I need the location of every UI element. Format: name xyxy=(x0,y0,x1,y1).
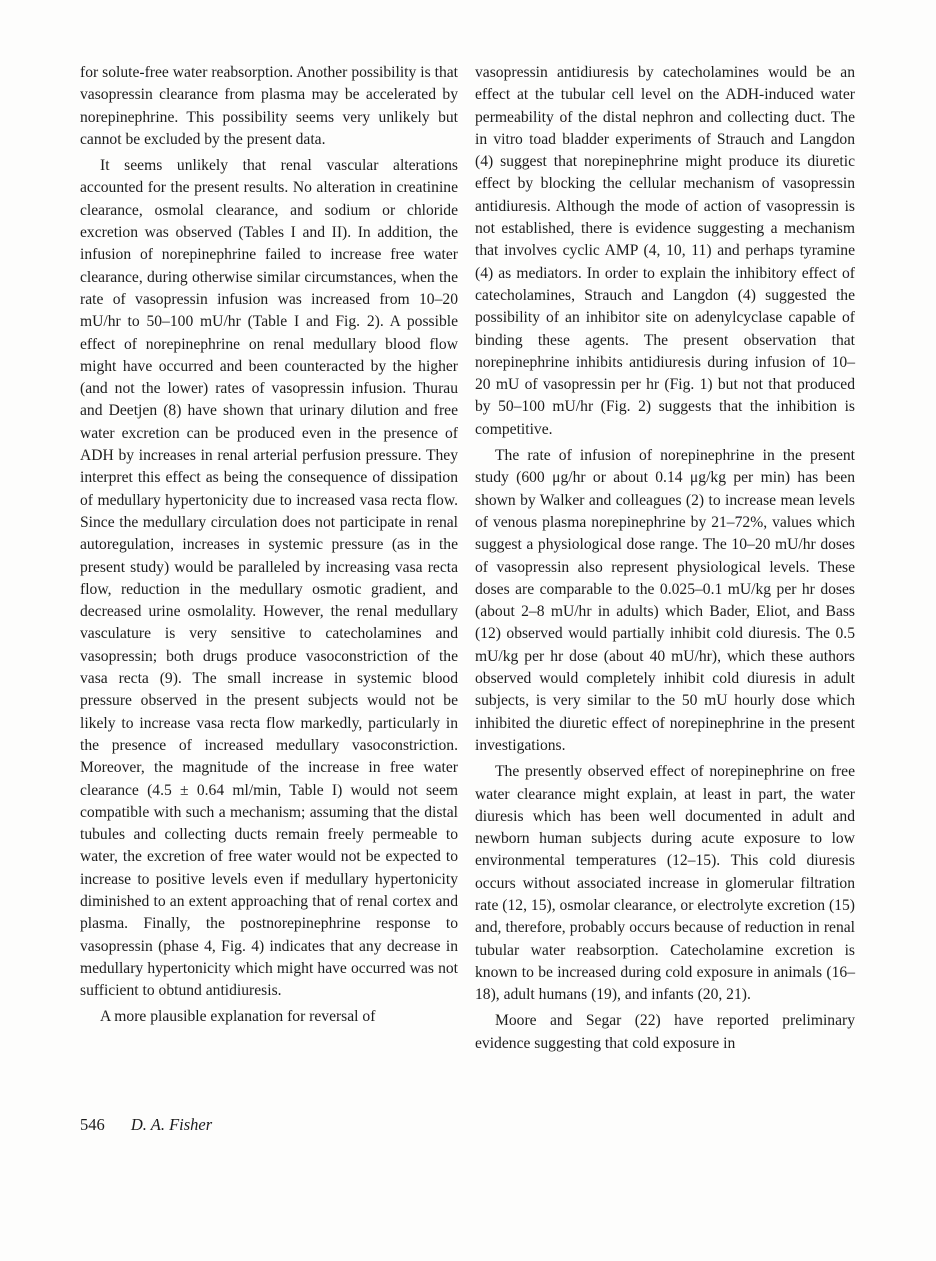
paragraph: Moore and Segar (22) have reported preliminary evidence suggesting that cold exposure in xyxy=(475,1012,855,1052)
paragraph: vasopressin antidiuresis by catecholamines would be an effect at the tubular cell level on the ADH-induced water permeability of the distal nephron and collecting duct. The in vitro toad bladder experiments of Strauch and Langdon (4) suggest that norepinephrine might produce its diuretic effect by blocking the cellular mechanism of vasopressin antidiuresis. Although the mode of action of vasopressin is not established, there is evidence suggesting a mechanism that involves cyclic AMP (4, 10, 11) and perhaps tyramine (4) as mediators. In order to explain the inhibitory effect of catecholamines, Strauch and Langdon (4) suggested the possibility of an inhibitor site on adenylcyclase capable of binding these agents. The present observation that norepinephrine inhibits antidiuresis during infusion of 10–20 mU of vasopressin per hr (Fig. 1) but not that produced by 50–100 mU/hr (Fig. 2) suggests that the inhibition is competitive. xyxy=(475,64,855,438)
left-column xyxy=(80,62,458,1033)
paragraph: for solute-free water reabsorption. Another possibility is that vasopressin clearance from plasma may be accelerated by norepinephrine. This possibility seems very unlikely but cannot be excluded by the present data. xyxy=(80,64,458,148)
page-number: 546 xyxy=(80,1115,105,1134)
paragraph: A more plausible explanation for reversal of xyxy=(100,1008,376,1026)
paragraph: The rate of infusion of norepinephrine in the present study (600 μg/hr or about 0.14 μg/kg per min) has been shown by Walker and colleagues (2) to increase mean levels of venous plasma norepinephrine by 21–72%, values which suggest a physiological dose range. The 10–20 mU/hr doses of vasopressin also represent physiological levels. These doses are comparable to the 0.025–0.1 mU/kg per hr doses (about 2–8 mU/hr in adults) which Bader, Eliot, and Bass (12) observed would partially inhibit cold diuresis. The 0.5 mU/kg per hr dose (about 40 mU/hr), which these authors observed would completely inhibit cold diuresis in adult subjects, is very similar to the 50 mU hourly dose which inhibited the diuretic effect of norepinephrine in the present investigations. xyxy=(475,447,855,754)
page-footer xyxy=(80,1115,212,1135)
paragraph: It seems unlikely that renal vascular alterations accounted for the present results. No alteration in creatinine clearance, osmolal clearance, and sodium or chloride excretion was observed (Tables I and II). In addition, the infusion of norepinephrine failed to increase free water clearance, during otherwise similar circumstances, when the rate of vasopressin infusion was increased from 10–20 mU/hr to 50–100 mU/hr (Table I and Fig. 2). A possible effect of norepinephrine on renal medullary blood flow might have occurred and been counteracted by the higher (and not the lower) rates of vasopressin infusion. Thurau and Deetjen (8) have shown that urinary dilution and free water excretion can be produced even in the presence of ADH by increases in renal arterial perfusion pressure. They interpret this effect as being the consequence of dissipation of medullary hypertonicity due to increased vasa recta flow. Since the medullary circulation does not participate in renal autoregulation, increases in systemic pressure (as in the present study) would be paralleled by increasing vasa recta flow, reduction in the medullary osmotic gradient, and decreased urine osmolality. However, the renal medullary vasculature is very sensitive to catecholamines and vasopressin; both drugs produce vasoconstriction of the vasa recta (9). The small increase in systemic blood pressure observed in the present subjects would not be likely to increase vasa recta flow markedly, particularly in the presence of increased medullary vasoconstriction. Moreover, the magnitude of the increase in free water clearance (4.5 ± 0.64 ml/min, Table I) would not seem compatible with such a mechanism; assuming that the distal tubules and collecting ducts remain freely permeable to water, the excretion of free water would not be expected to increase to positive levels even if medullary hypertonicity diminished to an extent approaching that of renal cortex and plasma. Finally, the postnorepinephrine response to vasopressin (phase 4, Fig. 4) indicates that any decrease in medullary hypertonicity which might have occurred was not sufficient to obtund antidiuresis. xyxy=(80,157,458,1000)
paragraph: The presently observed effect of norepinephrine on free water clearance might explain, at least in part, the water diuresis which has been well documented in adult and newborn human subjects during acute exposure to low environmental temperatures (12–15). This cold diuresis occurs without associated increase in glomerular filtration rate (12, 15), osmolar clearance, or electrolyte excretion (15) and, therefore, probably occurs because of reduction in renal tubular water reabsorption. Catecholamine excretion is known to be increased during cold exposure in animals (16–18), adult humans (19), and infants (20, 21). xyxy=(475,763,855,1004)
right-column xyxy=(475,62,855,1059)
running-author: D. A. Fisher xyxy=(130,1115,213,1134)
